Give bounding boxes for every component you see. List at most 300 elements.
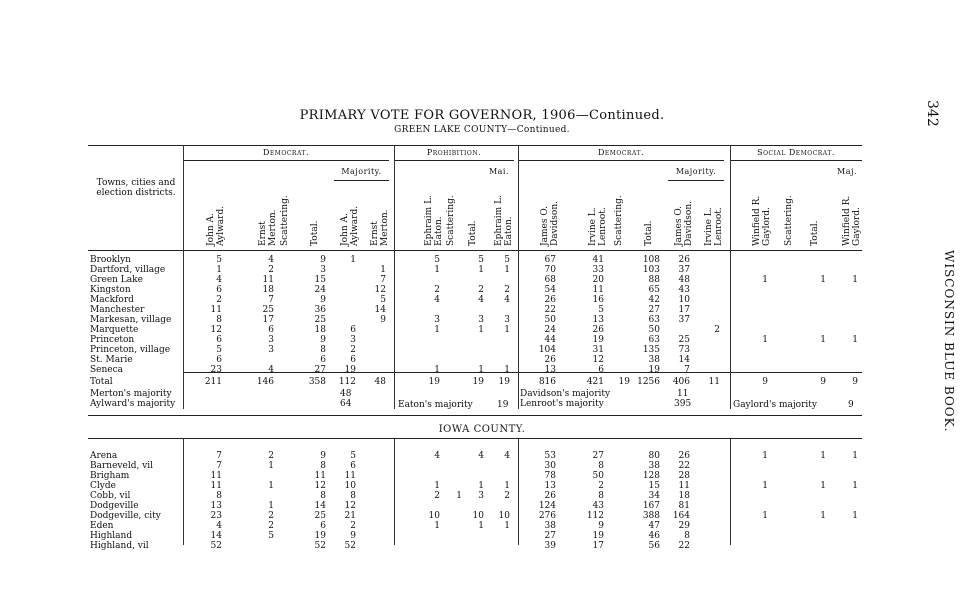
cell-total3: 27 — [648, 305, 660, 315]
cell-total: 11 — [314, 471, 326, 481]
cell-merton: 7 — [268, 295, 274, 305]
cell-eaton: 2 — [434, 491, 440, 501]
cell-merton: 4 — [268, 365, 274, 375]
group-rule-2 — [394, 160, 514, 161]
cell-eaton: 1 — [434, 521, 440, 531]
cell-aylward: 1 — [216, 265, 222, 275]
cell-scattering3: 19 — [618, 377, 630, 387]
cell-merton: 18 — [262, 285, 274, 295]
column-header-maj-gaylord: Winfield R. Gaylord. — [842, 195, 862, 246]
cell-maj-davidson: 14 — [678, 355, 690, 365]
eaton-majority-value: 19 — [497, 400, 509, 410]
cell-maj-davidson: 22 — [678, 461, 690, 471]
cell-davidson: 816 — [538, 377, 556, 387]
cell-lenroot: 17 — [592, 541, 604, 551]
cell-total2: 10 — [472, 511, 484, 521]
page-subtitle: GREEN LAKE COUNTY—Continued. — [394, 125, 570, 135]
cell-total3: 50 — [648, 325, 660, 335]
cell-maj-aylward: 8 — [350, 491, 356, 501]
cell-aylward: 23 — [210, 365, 222, 375]
row-label: Dodgeville — [90, 501, 139, 511]
cell-total3: 46 — [648, 531, 660, 541]
cell-total3: 15 — [648, 481, 660, 491]
cell-gaylord: 1 — [762, 481, 768, 491]
cell-total3: 135 — [642, 345, 660, 355]
cell-eaton: 5 — [434, 255, 440, 265]
cell-davidson: 38 — [544, 521, 556, 531]
cell-lenroot: 31 — [592, 345, 604, 355]
cell-maj-eaton: 1 — [504, 521, 510, 531]
iowa-row — [0, 491, 964, 501]
row-label: Princeton — [90, 335, 135, 345]
cell-eaton: 4 — [434, 451, 440, 461]
cell-aylward: 5 — [216, 345, 222, 355]
cell-maj-aylward: 112 — [338, 377, 356, 387]
cell-davidson: 53 — [544, 451, 556, 461]
cell-aylward: 5 — [216, 255, 222, 265]
cell-total: 9 — [320, 295, 326, 305]
cell-merton: 2 — [268, 265, 274, 275]
iowa-row — [0, 451, 964, 461]
cell-maj-eaton: 4 — [504, 295, 510, 305]
cell-aylward: 8 — [216, 491, 222, 501]
cell-maj-aylward: 6 — [350, 355, 356, 365]
cell-total: 8 — [320, 345, 326, 355]
cell-total3: 19 — [648, 365, 660, 375]
cell-total3: 63 — [648, 335, 660, 345]
column-header-merton: Ernst Merton. — [258, 209, 278, 246]
cell-total: 14 — [314, 501, 326, 511]
cell-gaylord: 1 — [762, 511, 768, 521]
row-label: St. Marie — [90, 355, 133, 365]
cell-gaylord: 9 — [762, 377, 768, 387]
cell-total: 25 — [314, 511, 326, 521]
column-header-lenroot: Irvine L. Lenroot. — [588, 207, 608, 246]
total-row — [0, 377, 964, 387]
cell-gaylord: 1 — [762, 451, 768, 461]
cell-total2: 1 — [478, 325, 484, 335]
cell-total2: 1 — [478, 481, 484, 491]
cell-maj-davidson: 11 — [678, 481, 690, 491]
cell-total4: 1 — [820, 481, 826, 491]
cell-maj-eaton: 3 — [504, 315, 510, 325]
cell-aylward: 23 — [210, 511, 222, 521]
cell-lenroot: 43 — [592, 501, 604, 511]
cell-davidson: 26 — [544, 355, 556, 365]
maj-header-social: Maj. — [837, 167, 857, 176]
cell-maj-gaylord: 1 — [852, 335, 858, 345]
cell-merton: 3 — [268, 335, 274, 345]
cell-aylward: 13 — [210, 501, 222, 511]
green-lake-row — [0, 355, 964, 365]
cell-total2: 4 — [478, 451, 484, 461]
row-label: Cobb, vil — [90, 491, 131, 501]
cell-aylward: 6 — [216, 285, 222, 295]
cell-eaton: 4 — [434, 295, 440, 305]
iowa-row — [0, 471, 964, 481]
cell-maj-davidson: 28 — [678, 471, 690, 481]
cell-total: 27 — [314, 365, 326, 375]
cell-eaton: 1 — [434, 365, 440, 375]
cell-lenroot: 112 — [586, 511, 604, 521]
cell-davidson: 70 — [544, 265, 556, 275]
cell-maj-eaton: 10 — [498, 511, 510, 521]
cell-total3: 34 — [648, 491, 660, 501]
cell-merton: 6 — [268, 325, 274, 335]
cell-merton: 146 — [256, 377, 274, 387]
majority-rule-2 — [668, 180, 724, 181]
cell-davidson: 124 — [538, 501, 556, 511]
cell-maj-davidson: 37 — [678, 265, 690, 275]
cell-davidson: 54 — [544, 285, 556, 295]
cell-maj-aylward: 19 — [344, 365, 356, 375]
green-lake-row — [0, 275, 964, 285]
cell-total2: 1 — [478, 521, 484, 531]
cell-aylward: 12 — [210, 325, 222, 335]
cell-maj-aylward: 11 — [344, 471, 356, 481]
column-header-maj-lenroot: Irvine L. Lenroot. — [704, 207, 724, 246]
cell-maj-davidson: 26 — [678, 451, 690, 461]
cell-lenroot: 6 — [598, 365, 604, 375]
group-rule-1 — [183, 160, 389, 161]
cell-total3: 38 — [648, 355, 660, 365]
cell-total4: 9 — [820, 377, 826, 387]
cell-lenroot: 421 — [586, 377, 604, 387]
column-header-scattering: Scattering. — [280, 195, 290, 246]
cell-lenroot: 12 — [592, 355, 604, 365]
cell-maj-aylward: 21 — [344, 511, 356, 521]
majority-header-2: Majority. — [675, 167, 717, 176]
cell-total3: 88 — [648, 275, 660, 285]
cell-maj-aylward: 2 — [350, 345, 356, 355]
column-header-scattering2: Scattering. — [446, 195, 456, 246]
group-rule-4 — [730, 160, 862, 161]
cell-davidson: 26 — [544, 491, 556, 501]
page-title: PRIMARY VOTE FOR GOVERNOR, 1906—Continued. — [299, 108, 665, 123]
cell-total3: 42 — [648, 295, 660, 305]
row-label: Mackford — [90, 295, 134, 305]
cell-aylward: 4 — [216, 275, 222, 285]
cell-total: 6 — [320, 355, 326, 365]
cell-maj-davidson: 73 — [678, 345, 690, 355]
cell-merton: 25 — [262, 305, 274, 315]
cell-maj-davidson: 17 — [678, 305, 690, 315]
cell-eaton: 3 — [434, 315, 440, 325]
cell-lenroot: 2 — [598, 481, 604, 491]
aylward-majority-label: Aylward's majority — [90, 399, 176, 409]
column-header-scattering4: Scattering. — [784, 195, 794, 246]
cell-total3: 47 — [648, 521, 660, 531]
iowa-top-rule — [88, 438, 862, 439]
cell-scattering2: 1 — [456, 491, 462, 501]
cell-davidson: 13 — [544, 365, 556, 375]
group-header-democrat: Democrat. — [262, 148, 309, 157]
cell-maj-gaylord: 9 — [852, 377, 858, 387]
column-header-total2: Total. — [468, 220, 478, 246]
cell-maj-davidson: 7 — [684, 365, 690, 375]
merton-majority-value: 48 — [340, 389, 352, 399]
cell-maj-eaton: 19 — [498, 377, 510, 387]
row-label: Barneveld, vil — [90, 461, 154, 471]
cell-maj-aylward: 6 — [350, 461, 356, 471]
towns-header: Towns, cities and election districts. — [96, 178, 176, 198]
cell-maj-gaylord: 1 — [852, 451, 858, 461]
cell-davidson: 30 — [544, 461, 556, 471]
cell-maj-aylward: 2 — [350, 521, 356, 531]
cell-total: 8 — [320, 491, 326, 501]
cell-lenroot: 26 — [592, 325, 604, 335]
cell-lenroot: 50 — [592, 471, 604, 481]
cell-gaylord: 1 — [762, 335, 768, 345]
iowa-row — [0, 501, 964, 511]
cell-davidson: 26 — [544, 295, 556, 305]
cell-davidson: 104 — [538, 345, 556, 355]
column-header-maj-aylward: John A. Aylward. — [340, 205, 360, 246]
green-lake-row — [0, 345, 964, 355]
lenroot-majority-label: Lenroot's majority — [520, 399, 604, 409]
cell-maj-aylward: 12 — [344, 501, 356, 511]
cell-total3: 1256 — [637, 377, 660, 387]
cell-lenroot: 8 — [598, 491, 604, 501]
cell-davidson: 68 — [544, 275, 556, 285]
cell-davidson: 13 — [544, 481, 556, 491]
cell-maj-eaton: 2 — [504, 285, 510, 295]
cell-merton: 17 — [262, 315, 274, 325]
cell-total3: 108 — [642, 255, 660, 265]
row-label: Dartford, village — [90, 265, 166, 275]
green-lake-row — [0, 305, 964, 315]
cell-maj-eaton: 5 — [504, 255, 510, 265]
cell-lenroot: 16 — [592, 295, 604, 305]
column-header-gaylord: Winfield R. Gaylord. — [752, 195, 772, 246]
cell-aylward: 7 — [216, 461, 222, 471]
cell-eaton: 2 — [434, 285, 440, 295]
cell-total: 9 — [320, 335, 326, 345]
cell-merton: 2 — [268, 521, 274, 531]
cell-maj-davidson: 18 — [678, 491, 690, 501]
davidson-majority-value: 11 — [677, 389, 689, 399]
maj-header-prohibition: Mai. — [488, 167, 510, 176]
cell-total: 6 — [320, 521, 326, 531]
cell-merton: 4 — [268, 255, 274, 265]
cell-maj-aylward: 10 — [344, 481, 356, 491]
cell-eaton: 1 — [434, 325, 440, 335]
column-header-maj-eaton: Ephraim L. Eaton. — [494, 195, 514, 246]
row-label: Brigham — [90, 471, 130, 481]
cell-total: 9 — [320, 255, 326, 265]
cell-total3: 103 — [642, 265, 660, 275]
aylward-majority-value: 64 — [340, 399, 352, 409]
cell-total: 19 — [314, 531, 326, 541]
cell-aylward: 2 — [216, 295, 222, 305]
cell-lenroot: 19 — [592, 531, 604, 541]
cell-aylward: 211 — [204, 377, 222, 387]
cell-aylward: 11 — [210, 471, 222, 481]
cell-total3: 388 — [642, 511, 660, 521]
cell-merton: 1 — [268, 481, 274, 491]
cell-maj-eaton: 1 — [504, 365, 510, 375]
cell-total: 3 — [320, 265, 326, 275]
cell-maj-davidson: 8 — [684, 531, 690, 541]
iowa-row — [0, 521, 964, 531]
cell-maj-aylward: 1 — [350, 255, 356, 265]
iowa-row — [0, 461, 964, 471]
cell-merton: 1 — [268, 501, 274, 511]
green-lake-row — [0, 265, 964, 275]
cell-lenroot: 11 — [592, 285, 604, 295]
cell-maj-davidson: 26 — [678, 255, 690, 265]
cell-total2: 19 — [472, 377, 484, 387]
green-lake-bottom-rule — [88, 415, 862, 416]
cell-merton: 11 — [262, 275, 274, 285]
cell-lenroot: 41 — [592, 255, 604, 265]
cell-maj-davidson: 10 — [678, 295, 690, 305]
cell-maj-lenroot: 11 — [708, 377, 720, 387]
cell-total3: 38 — [648, 461, 660, 471]
cell-maj-davidson: 29 — [678, 521, 690, 531]
row-label: Marquette — [90, 325, 139, 335]
majority-rule-1 — [334, 180, 389, 181]
cell-lenroot: 13 — [592, 315, 604, 325]
row-label: Green Lake — [90, 275, 143, 285]
green-lake-row — [0, 335, 964, 345]
row-label: Dodgeville, city — [90, 511, 161, 521]
row-label: Brooklyn — [90, 255, 131, 265]
cell-maj-merton: 5 — [380, 295, 386, 305]
column-header-total3: Total. — [644, 220, 654, 246]
cell-lenroot: 9 — [598, 521, 604, 531]
cell-total3: 56 — [648, 541, 660, 551]
row-label: Kingston — [90, 285, 131, 295]
cell-merton: 2 — [268, 511, 274, 521]
cell-total4: 1 — [820, 511, 826, 521]
cell-total: 358 — [308, 377, 326, 387]
cell-merton: 2 — [268, 451, 274, 461]
cell-maj-davidson: 25 — [678, 335, 690, 345]
cell-maj-eaton: 2 — [504, 491, 510, 501]
cell-lenroot: 33 — [592, 265, 604, 275]
green-lake-row — [0, 315, 964, 325]
iowa-row — [0, 531, 964, 541]
column-header-scattering3: Scattering. — [614, 195, 624, 246]
cell-maj-davidson: 48 — [678, 275, 690, 285]
cell-maj-eaton: 1 — [504, 265, 510, 275]
cell-total: 8 — [320, 461, 326, 471]
cell-maj-eaton: 1 — [504, 325, 510, 335]
group-rule-3 — [518, 160, 724, 161]
cell-davidson: 50 — [544, 315, 556, 325]
iowa-county-heading: IOWA COUNTY. — [438, 424, 526, 435]
header-bottom-rule — [88, 250, 862, 251]
cell-maj-merton: 9 — [380, 315, 386, 325]
cell-maj-davidson: 37 — [678, 315, 690, 325]
cell-total2: 2 — [478, 285, 484, 295]
cell-total2: 1 — [478, 265, 484, 275]
cell-total: 9 — [320, 451, 326, 461]
majority-header-1: Majority. — [341, 167, 382, 176]
iowa-row — [0, 511, 964, 521]
cell-davidson: 44 — [544, 335, 556, 345]
cell-total4: 1 — [820, 451, 826, 461]
column-header-davidson: James O. Davidson. — [540, 201, 560, 246]
group-header-democrat-2: Democrat. — [597, 148, 644, 157]
cell-maj-merton: 12 — [374, 285, 386, 295]
cell-aylward: 8 — [216, 315, 222, 325]
gaylord-majority-label: Gaylord's majority — [733, 400, 817, 410]
cell-maj-merton: 48 — [374, 377, 386, 387]
book-title: WISCONSIN BLUE BOOK. — [942, 250, 956, 433]
cell-gaylord: 1 — [762, 275, 768, 285]
column-header-maj-davidson: James O. Davidson. — [674, 201, 694, 246]
gaylord-majority-value: 9 — [848, 400, 854, 410]
cell-aylward: 11 — [210, 481, 222, 491]
cell-maj-aylward: 52 — [344, 541, 356, 551]
cell-lenroot: 27 — [592, 451, 604, 461]
column-header-maj-merton: Ernst Merton. — [370, 209, 390, 246]
cell-total2: 5 — [478, 255, 484, 265]
cell-maj-aylward: 3 — [350, 335, 356, 345]
cell-maj-aylward: 5 — [350, 451, 356, 461]
row-label: Arena — [90, 451, 118, 461]
page-number: 342 — [924, 100, 940, 127]
cell-maj-davidson: 43 — [678, 285, 690, 295]
row-label: Total — [90, 377, 113, 387]
cell-total: 24 — [314, 285, 326, 295]
cell-total: 18 — [314, 325, 326, 335]
cell-merton: 3 — [268, 345, 274, 355]
cell-aylward: 11 — [210, 305, 222, 315]
cell-total3: 80 — [648, 451, 660, 461]
cell-total: 36 — [314, 305, 326, 315]
cell-maj-gaylord: 1 — [852, 511, 858, 521]
cell-davidson: 78 — [544, 471, 556, 481]
merton-majority-label: Merton's majority — [90, 389, 172, 399]
cell-davidson: 27 — [544, 531, 556, 541]
cell-total2: 3 — [478, 315, 484, 325]
cell-lenroot: 8 — [598, 461, 604, 471]
cell-aylward: 4 — [216, 521, 222, 531]
cell-total2: 3 — [478, 491, 484, 501]
cell-aylward: 7 — [216, 451, 222, 461]
cell-aylward: 6 — [216, 355, 222, 365]
eaton-majority-label: Eaton's majority — [398, 400, 473, 410]
cell-total3: 128 — [642, 471, 660, 481]
davidson-majority-label: Davidson's majority — [520, 389, 611, 399]
cell-eaton: 19 — [428, 377, 440, 387]
cell-total3: 63 — [648, 315, 660, 325]
column-header-total: Total. — [310, 220, 320, 246]
cell-total4: 1 — [820, 335, 826, 345]
cell-merton: 5 — [268, 531, 274, 541]
green-lake-row — [0, 295, 964, 305]
lenroot-majority-value: 395 — [674, 399, 692, 409]
cell-maj-eaton: 4 — [504, 451, 510, 461]
cell-maj-davidson: 406 — [672, 377, 690, 387]
column-header-total4: Total. — [810, 220, 820, 246]
cell-maj-davidson: 81 — [678, 501, 690, 511]
row-label: Manchester — [90, 305, 145, 315]
iowa-row — [0, 541, 964, 551]
row-label: Highland — [90, 531, 133, 541]
column-header-eaton: Ephraim L. Eaton. — [424, 195, 444, 246]
cell-total: 25 — [314, 315, 326, 325]
cell-total2: 1 — [478, 365, 484, 375]
cell-maj-merton: 1 — [380, 265, 386, 275]
cell-davidson: 276 — [538, 511, 556, 521]
cell-maj-lenroot: 2 — [714, 325, 720, 335]
cell-total3: 167 — [642, 501, 660, 511]
cell-total: 15 — [314, 275, 326, 285]
